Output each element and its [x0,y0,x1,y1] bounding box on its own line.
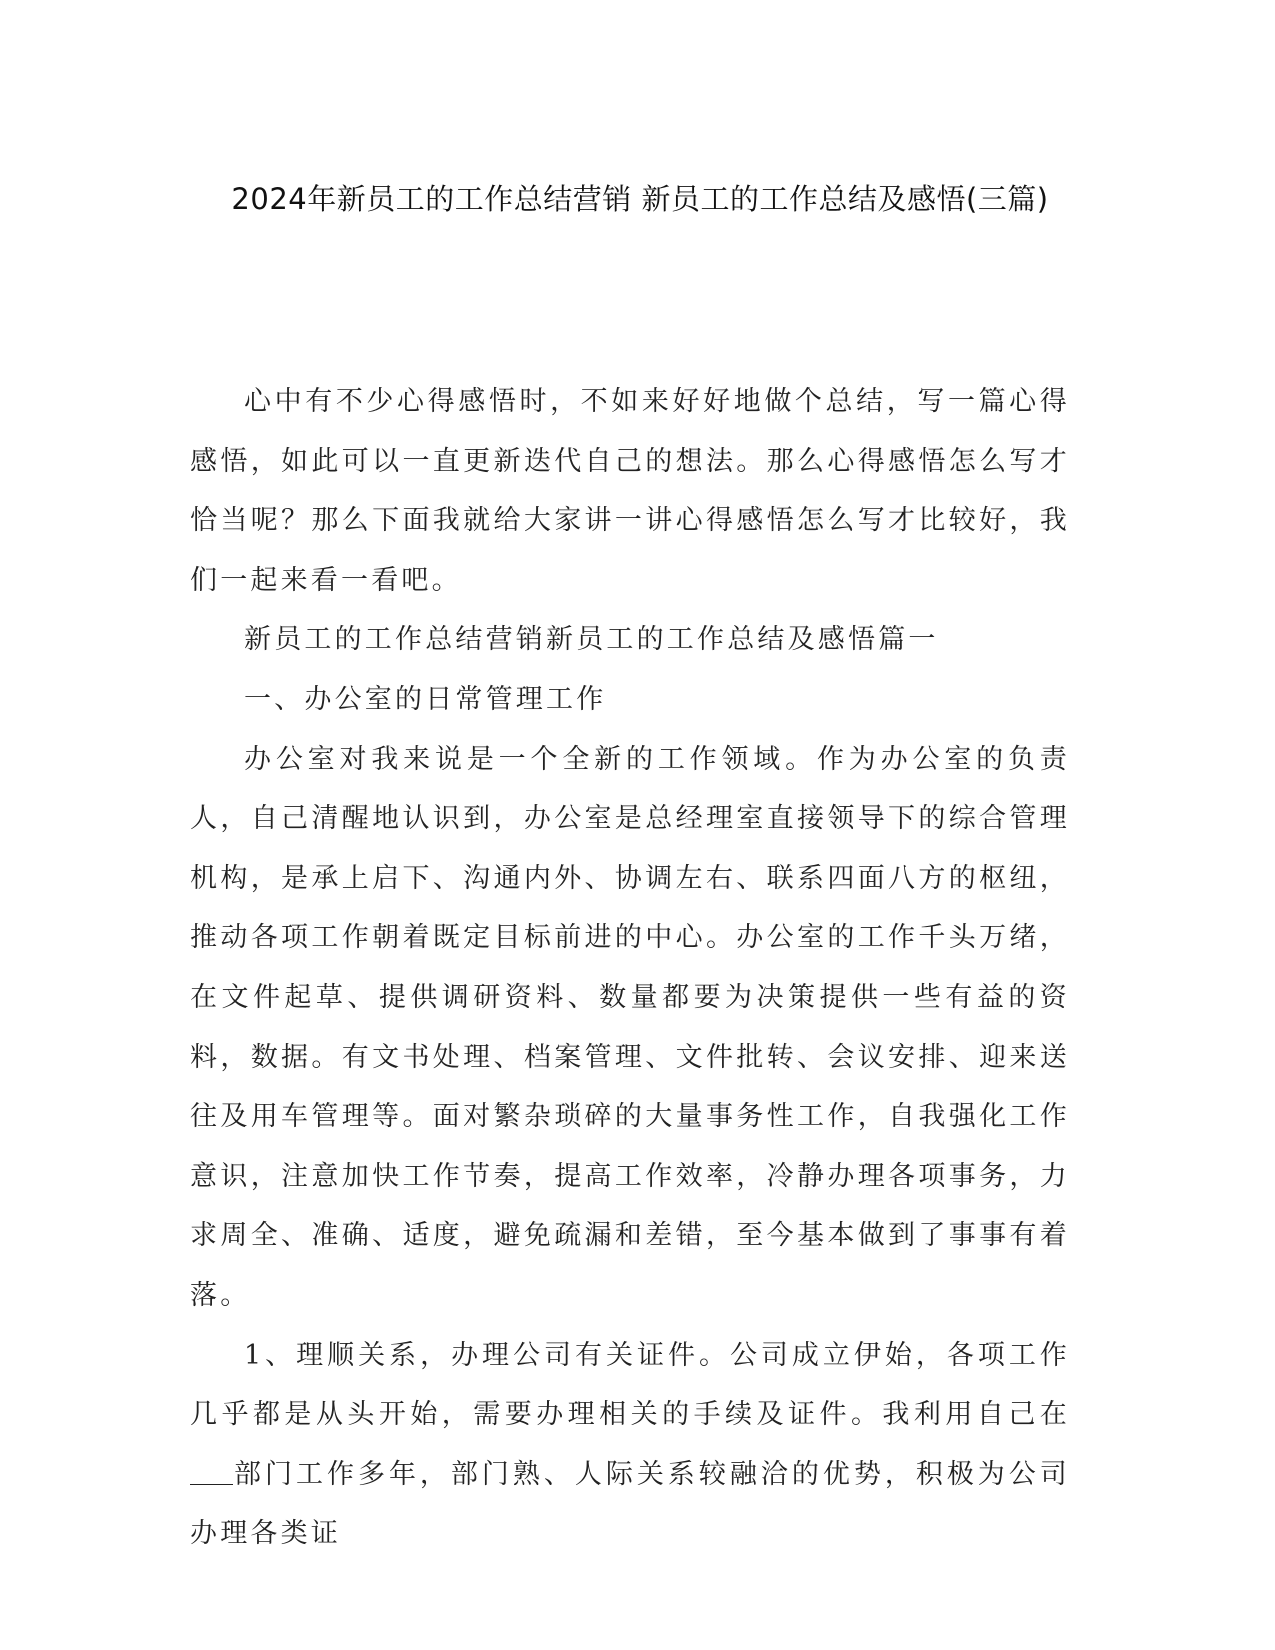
body-paragraph: 办公室对我来说是一个全新的工作领域。作为办公室的负责人，自己清醒地认识到，办公室是总经理室直接领导下的综合管理机构，是承上启下、沟通内外、协调左右、联系四面八方的枢纽，推动各项工作朝着既定目标前进的中心。办公室的工作千头万绪，在文件起草、提供调研资料、数量都要为决策提供一些有益的资料，数据。有文书处理、档案管理、文件批转、会议安排、迎来送往及用车管理等。面对繁杂琐碎的大量事务性工作，自我强化工作意识，注意加快工作节奏，提高工作效率，冷静办理各项事务，力求周全、准确、适度，避免疏漏和差错，至今基本做到了事事有着落。 [190,743,1070,1311]
document-body [190,372,1070,1564]
intro-paragraph: 心中有不少心得感悟时，不如来好好地做个总结，写一篇心得感悟，如此可以一直更新迭代自己的想法。那么心得感悟怎么写才恰当呢？那么下面我就给大家讲一讲心得感悟怎么写才比较好，我们一起来看一看吧。 [190,386,1070,596]
paragraph-text-after-blank: 部门工作多年，部门熟、人际关系较融洽的优势，积极为公司办理各类证 [190,1458,1070,1550]
body-paragraph-numbered [190,1326,1070,1564]
subsection-heading: 一、办公室的日常管理工作 [244,683,607,715]
document-title: 2024年新员工的工作总结营销 新员工的工作总结及感悟(三篇) [231,182,1049,216]
fill-in-blank [190,1457,233,1485]
section-heading: 新员工的工作总结营销新员工的工作总结及感悟篇一 [244,624,939,656]
paragraph-text-before-blank: 1、理顺关系，办理公司有关证件。公司成立伊始，各项工作几乎都是从头开始，需要办理相关的手续及证件。我利用自己在 [190,1339,1070,1431]
